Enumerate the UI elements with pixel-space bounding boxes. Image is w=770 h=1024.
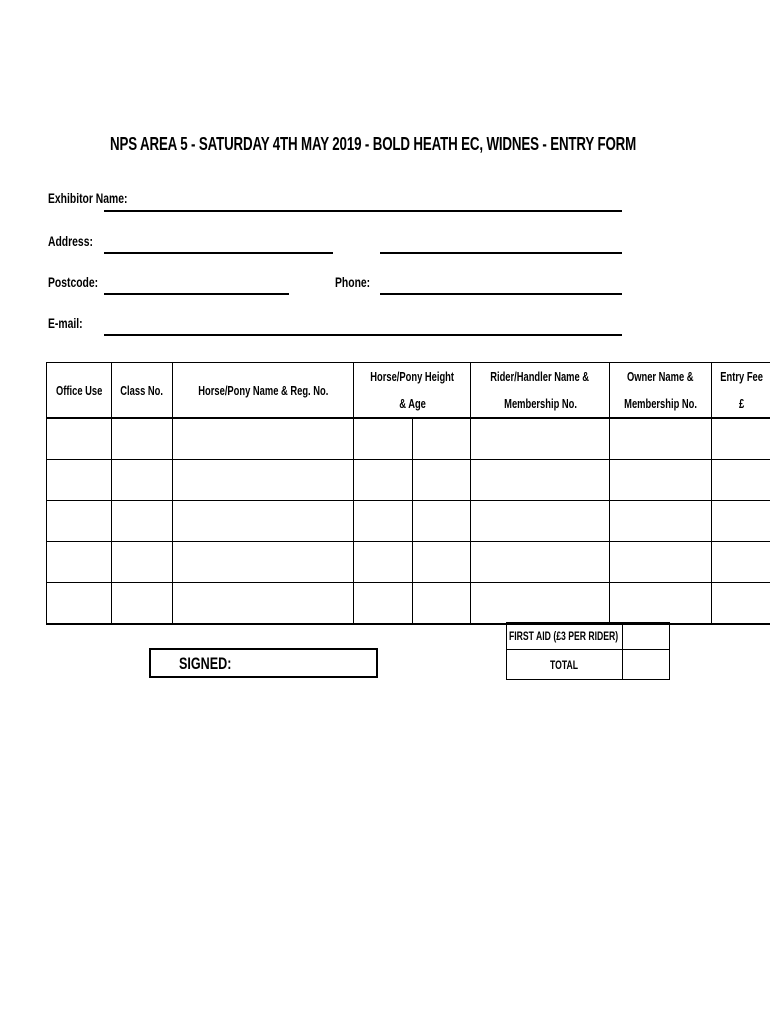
- exhibitor-name-field[interactable]: [104, 210, 622, 212]
- cell-class-no[interactable]: [112, 460, 172, 501]
- email-label: E-mail:: [48, 315, 83, 331]
- cell-office-use[interactable]: [47, 583, 112, 625]
- cell-owner-name[interactable]: [609, 542, 711, 583]
- cell-height[interactable]: [354, 501, 413, 542]
- cell-owner-name[interactable]: [609, 583, 711, 625]
- cell-entry-fee[interactable]: [711, 501, 770, 542]
- form-title: NPS AREA 5 - SATURDAY 4TH MAY 2019 - BOLD HEATH EC, WIDNES - ENTRY FORM: [110, 134, 637, 154]
- cell-entry-fee[interactable]: [711, 542, 770, 583]
- cell-horse-name[interactable]: [172, 583, 354, 625]
- address-label: Address:: [48, 233, 93, 249]
- cell-horse-name[interactable]: [172, 418, 354, 460]
- cell-horse-name[interactable]: [172, 542, 354, 583]
- cell-rider-name[interactable]: [471, 501, 609, 542]
- exhibitor-name-label: Exhibitor Name:: [48, 190, 128, 206]
- postcode-field[interactable]: [104, 293, 289, 295]
- cell-height[interactable]: [354, 418, 413, 460]
- cell-rider-name[interactable]: [471, 460, 609, 501]
- cell-owner-name[interactable]: [609, 418, 711, 460]
- cell-height[interactable]: [354, 460, 413, 501]
- table-row: [47, 583, 770, 625]
- signature-box[interactable]: [149, 648, 378, 678]
- cell-rider-name[interactable]: [471, 418, 609, 460]
- cell-rider-name[interactable]: [471, 542, 609, 583]
- first-aid-amount[interactable]: [622, 622, 670, 650]
- cell-owner-name[interactable]: [609, 501, 711, 542]
- cell-class-no[interactable]: [112, 501, 172, 542]
- first-aid-label-box: [506, 622, 623, 650]
- phone-field[interactable]: [380, 293, 622, 295]
- header-class-no: Class No.: [112, 363, 172, 419]
- total-label-box: [506, 649, 623, 680]
- signed-label: SIGNED:: [179, 654, 232, 673]
- email-field[interactable]: [104, 334, 622, 336]
- total-amount[interactable]: [622, 649, 670, 680]
- cell-height[interactable]: [354, 583, 413, 625]
- cell-horse-name[interactable]: [172, 501, 354, 542]
- first-aid-label: FIRST AID (£3 PER RIDER): [509, 629, 619, 643]
- cell-rider-name[interactable]: [471, 583, 609, 625]
- cell-age[interactable]: [412, 583, 471, 625]
- cell-age[interactable]: [412, 460, 471, 501]
- cell-entry-fee[interactable]: [711, 583, 770, 625]
- cell-office-use[interactable]: [47, 501, 112, 542]
- cell-entry-fee[interactable]: [711, 460, 770, 501]
- table-row: [47, 418, 770, 460]
- cell-owner-name[interactable]: [609, 460, 711, 501]
- address-field-1[interactable]: [104, 252, 333, 254]
- header-owner-name: Owner Name & Membership No.: [609, 363, 711, 419]
- cell-entry-fee[interactable]: [711, 418, 770, 460]
- cell-class-no[interactable]: [112, 418, 172, 460]
- table-row: [47, 460, 770, 501]
- cell-height[interactable]: [354, 542, 413, 583]
- postcode-label: Postcode:: [48, 274, 99, 290]
- header-rider-name: Rider/Handler Name & Membership No.: [471, 363, 609, 419]
- cell-age[interactable]: [412, 418, 471, 460]
- cell-office-use[interactable]: [47, 460, 112, 501]
- header-entry-fee: Entry Fee £: [711, 363, 770, 419]
- cell-class-no[interactable]: [112, 542, 172, 583]
- phone-label: Phone:: [335, 274, 371, 290]
- cell-class-no[interactable]: [112, 583, 172, 625]
- table-header-row: [47, 363, 770, 419]
- address-field-2[interactable]: [380, 252, 622, 254]
- cell-office-use[interactable]: [47, 542, 112, 583]
- table-row: [47, 542, 770, 583]
- cell-office-use[interactable]: [47, 418, 112, 460]
- header-office-use: Office Use: [47, 363, 112, 419]
- cell-age[interactable]: [412, 501, 471, 542]
- cell-horse-name[interactable]: [172, 460, 354, 501]
- entry-table: [46, 362, 770, 625]
- total-label: TOTAL: [550, 658, 579, 672]
- header-height-age: Horse/Pony Height & Age: [354, 363, 471, 419]
- header-horse-name: Horse/Pony Name & Reg. No.: [172, 363, 354, 419]
- cell-age[interactable]: [412, 542, 471, 583]
- table-row: [47, 501, 770, 542]
